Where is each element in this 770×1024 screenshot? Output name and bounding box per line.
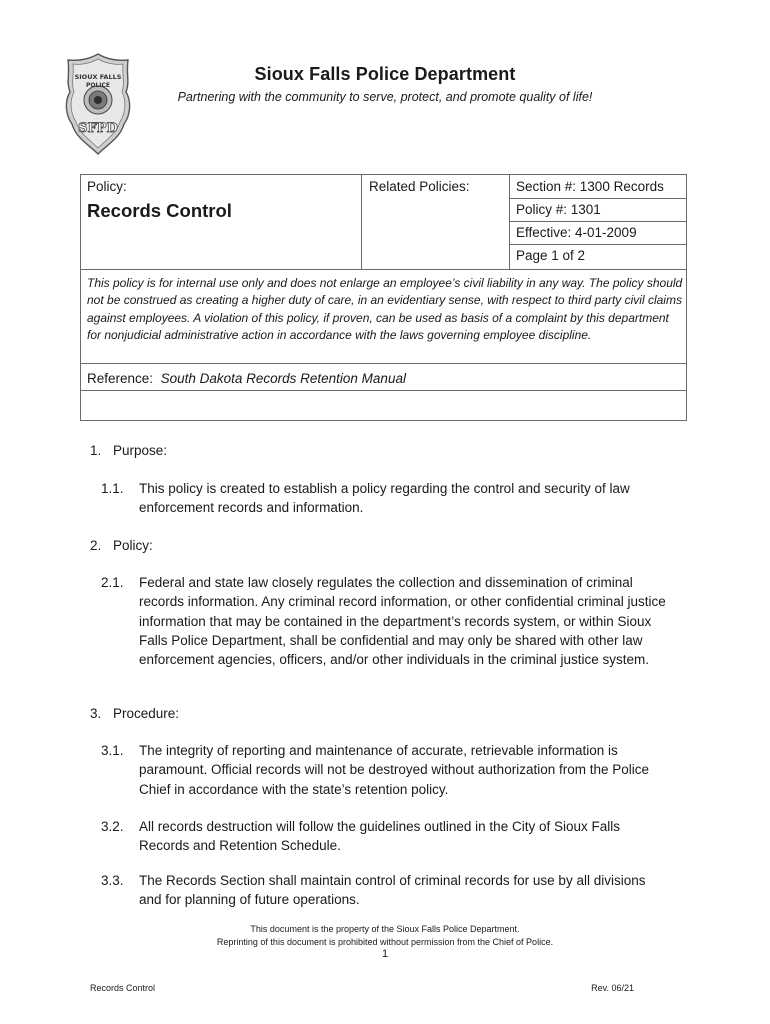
badge-sfpd-text: SFPD xyxy=(78,121,118,136)
badge-police-text: POLICE xyxy=(85,82,111,89)
org-name: Sioux Falls Police Department xyxy=(254,64,516,84)
item-text: Federal and state law closely regulates the collection and dissemination of criminal records information. Any criminal record information, or other confidential criminal justice information that may be contained in the department’s records system, or within Sioux Falls Police Department, shall be confidential and may only be shared with other law enforcement agencies, officers, and/or other individuals in the criminal justice system. xyxy=(139,575,666,668)
reference-label: Reference: xyxy=(87,371,154,386)
policy-label: Policy: xyxy=(87,179,127,194)
footer-revision: Rev. 06/21 xyxy=(591,983,634,993)
item-number: 3.2. xyxy=(101,819,124,834)
item-number: 3.3. xyxy=(101,873,124,888)
reference-value: South Dakota Records Retention Manual xyxy=(160,371,406,386)
column-divider xyxy=(361,175,362,269)
row-divider xyxy=(509,221,686,222)
section-number: 1. xyxy=(90,443,102,458)
item-number: 2.1. xyxy=(101,575,124,590)
section-number: 2. xyxy=(90,538,102,553)
reprint-note: Reprinting of this document is prohibited without permission from the Chief of Police. xyxy=(216,937,554,947)
page-number: 1 xyxy=(381,948,389,960)
row-divider xyxy=(81,390,686,391)
disclaimer-text: This policy is for internal use only and does not enlarge an employee’s civil liability in any way. The policy should not be construed as creating a higher duty of care, in an evidentiary sense, with respect to third party civil claims against employees. A violation of this policy, if proven, can be used as basis of a complaint by this department for nonjudicial administrative action in accordance with the laws governing employee discipline. xyxy=(87,276,683,342)
badge-arc-text: SIOUX FALLS xyxy=(74,73,122,81)
section-heading: Policy: xyxy=(113,538,153,553)
policy-number: Policy #: 1301 xyxy=(516,202,601,217)
row-divider xyxy=(509,198,686,199)
footer-doc-name: Records Control xyxy=(90,983,156,993)
tagline: Partnering with the community to serve, protect, and promote quality of life! xyxy=(177,90,593,104)
column-divider xyxy=(509,175,510,269)
item-text: The Records Section shall maintain control of criminal records for use by all divisions and for planning of future operations. xyxy=(139,873,646,908)
row-divider xyxy=(81,269,686,270)
item-number: 3.1. xyxy=(101,743,124,758)
section-number: Section #: 1300 Records xyxy=(516,179,664,194)
item-text: This policy is created to establish a policy regarding the control and security of law enforcement records and information. xyxy=(139,481,630,516)
property-note: This document is the property of the Sioux Falls Police Department. xyxy=(250,924,520,934)
row-divider xyxy=(81,363,686,364)
section-heading: Procedure: xyxy=(113,706,180,721)
section-number: 3. xyxy=(90,706,102,721)
related-policies-label: Related Policies: xyxy=(369,179,470,194)
policy-header-table xyxy=(80,174,687,421)
policy-title: Records Control xyxy=(87,200,232,221)
section-heading: Purpose: xyxy=(113,443,168,458)
item-text: The integrity of reporting and maintenance of accurate, retrievable information is paramount. Official records will not be destroyed without authorization from the Police Chief in accordance with the state’s retention policy. xyxy=(139,743,650,797)
item-text: All records destruction will follow the guidelines outlined in the City of Sioux Falls Records and Retention Schedule. xyxy=(139,819,620,854)
item-number: 1.1. xyxy=(101,481,124,496)
effective-date: Effective: 4-01-2009 xyxy=(516,225,637,240)
reference-row xyxy=(87,371,406,386)
page-count: Page 1 of 2 xyxy=(516,248,586,263)
row-divider xyxy=(509,244,686,245)
